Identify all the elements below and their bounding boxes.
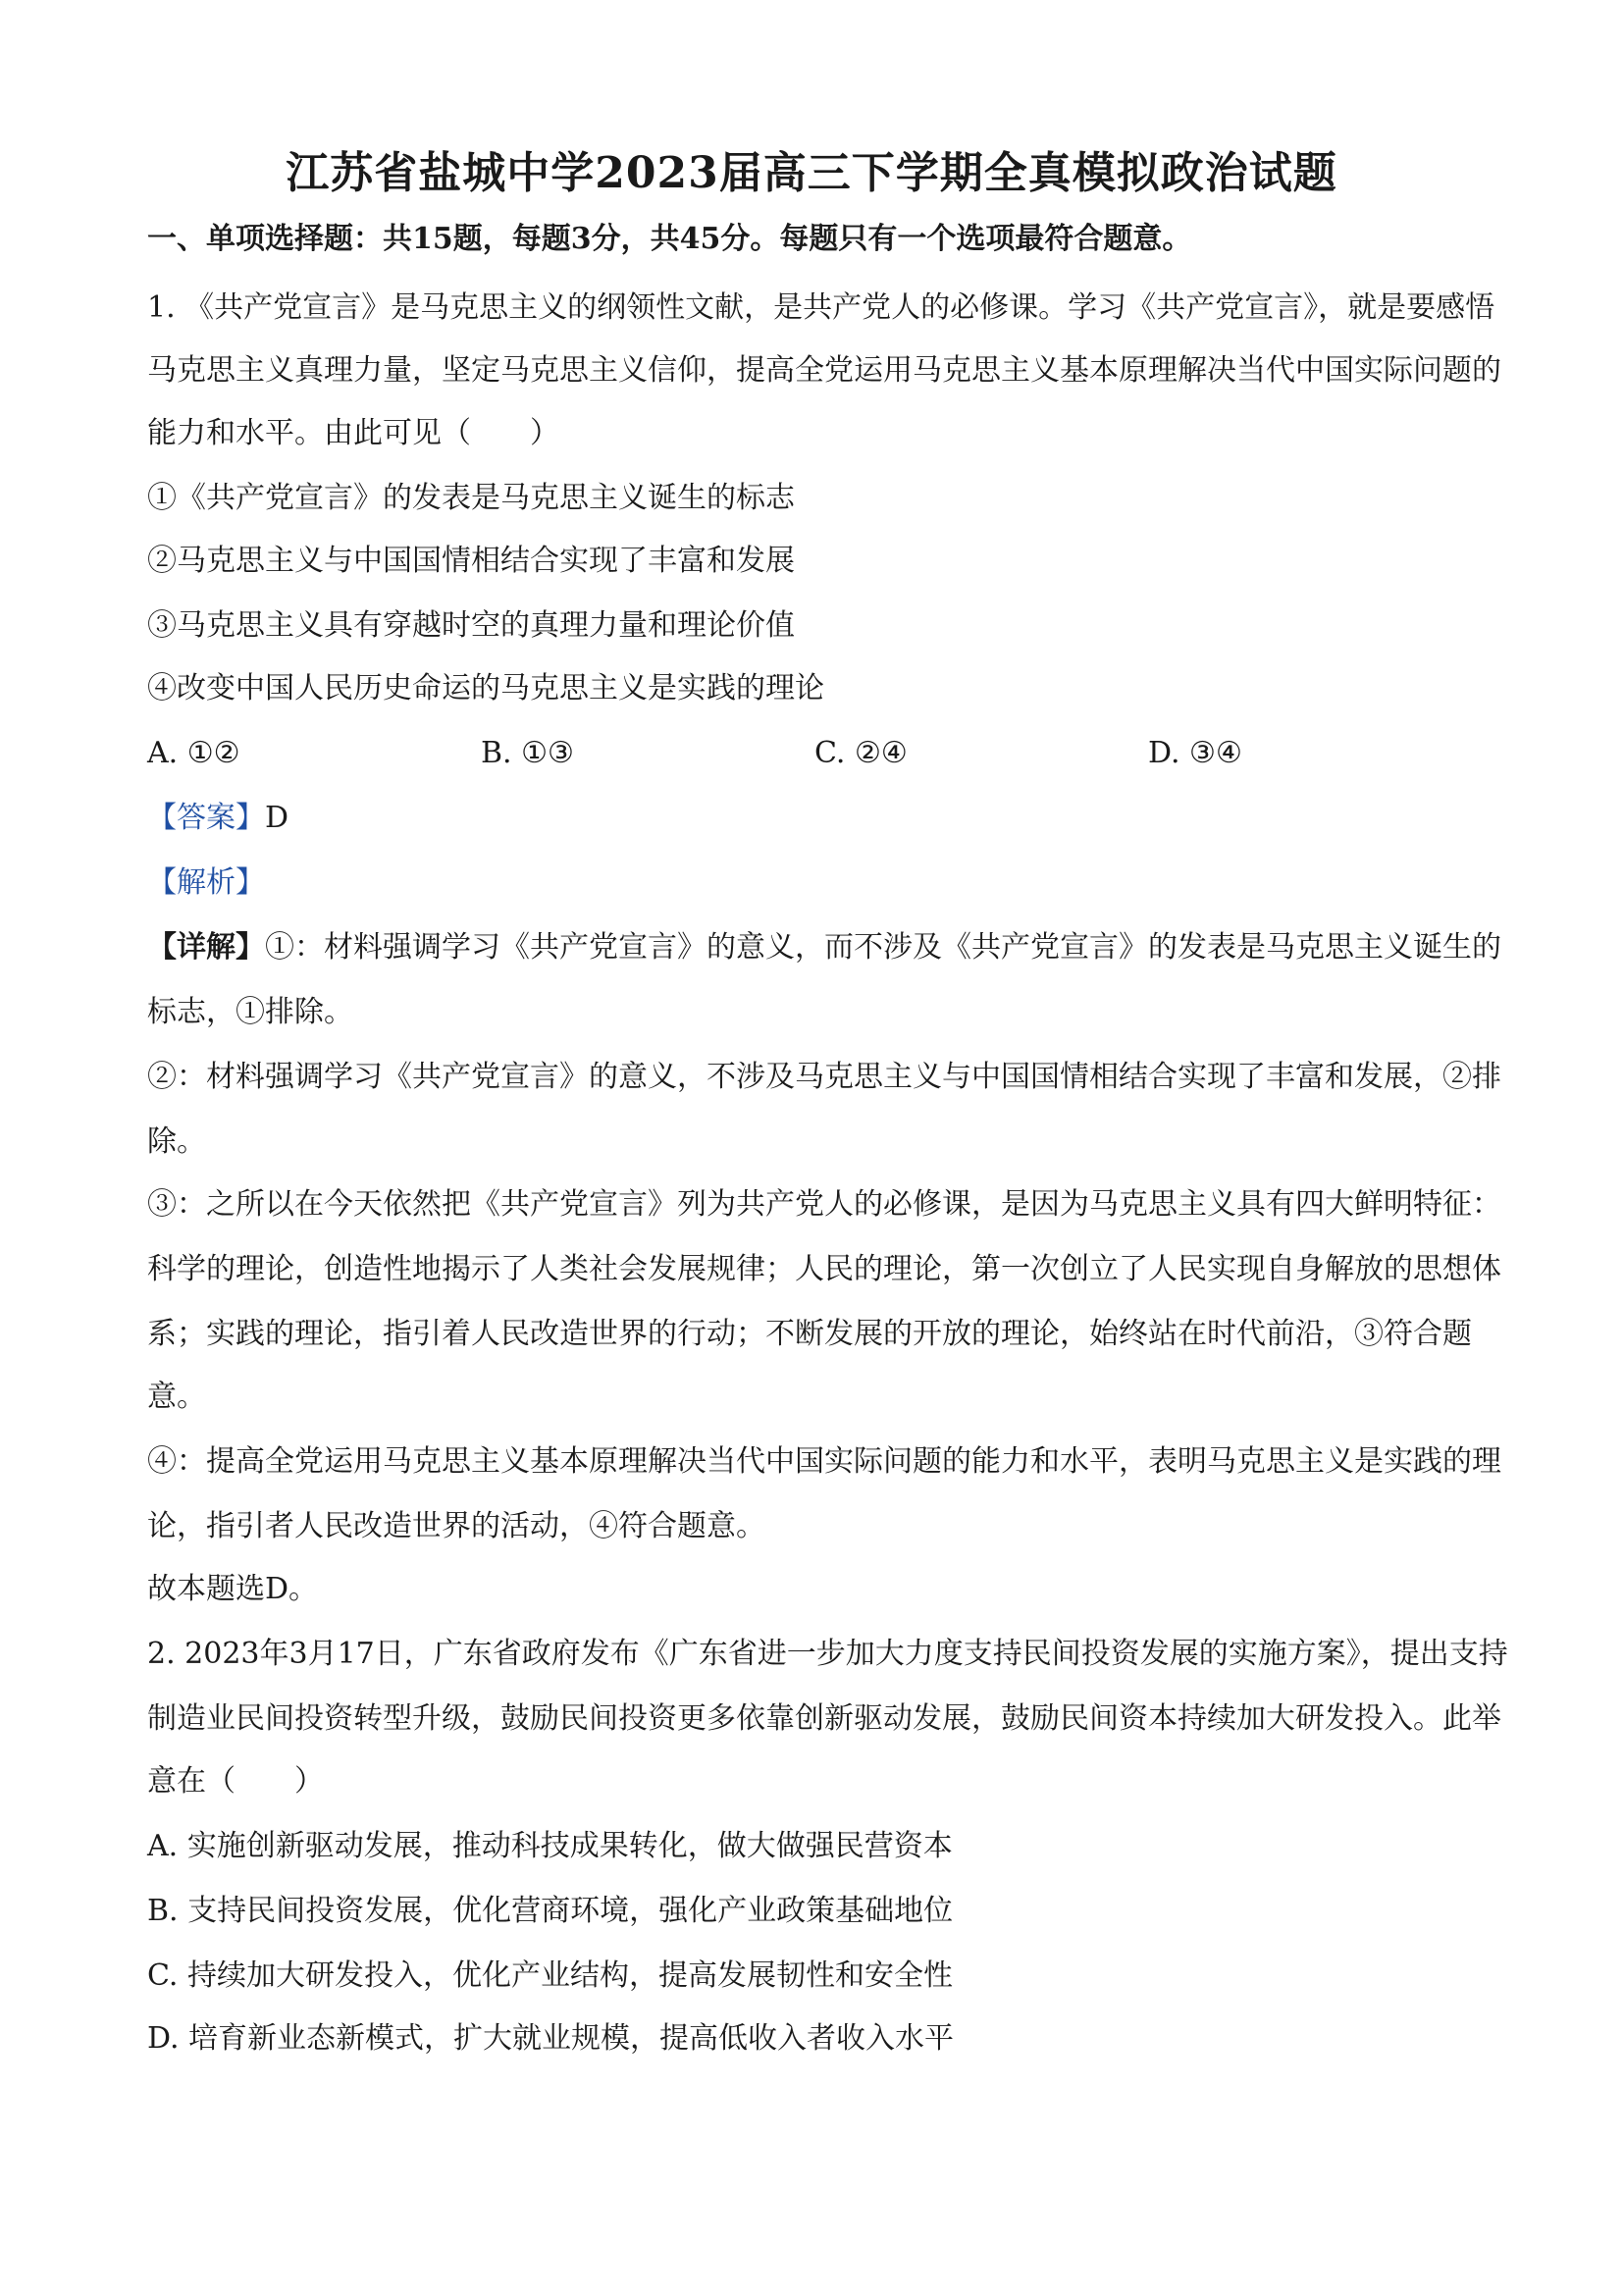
q1-statement: ②马克思主义与中国国情相结合实现了丰富和发展: [147, 544, 795, 578]
q1-detail-line: ④：提高全党运用马克思主义基本原理解决当代中国实际问题的能力和水平，表明马克思主义是实践的理: [147, 1444, 1501, 1479]
q1-option-c: C. ②④: [814, 736, 908, 770]
q1-conclusion: 故本题选D。: [147, 1572, 319, 1606]
page-title: 江苏省盐城中学2023届高三下学期全真模拟政治试题: [286, 148, 1337, 198]
q2-stem-line: 2. 2023年3月17日，广东省政府发布《广东省进一步加大力度支持民间投资发展的实施方案》，提出支持: [147, 1637, 1508, 1671]
q1-detail-line: 论，指引者人民改造世界的活动，④符合题意。: [147, 1509, 765, 1543]
answer-label: 【答案】: [147, 801, 265, 835]
q2-stem-line: 意在（ ）: [147, 1764, 324, 1799]
q1-detail-line: ②：材料强调学习《共产党宣言》的意义，不涉及马克思主义与中国国情相结合实现了丰富和发展，②排: [147, 1060, 1501, 1094]
detail-label: 【详解】: [147, 930, 265, 965]
answer-value: D: [265, 801, 289, 835]
q1-statement: ④改变中国人民历史命运的马克思主义是实践的理论: [147, 671, 824, 705]
q1-stem-line: 马克思主义真理力量，坚定马克思主义信仰，提高全党运用马克思主义基本原理解决当代中国实际问题的: [147, 353, 1501, 388]
q1-stem-line: 能力和水平。由此可见（ ）: [147, 416, 559, 450]
q2-stem-line: 制造业民间投资转型升级，鼓励民间投资更多依靠创新驱动发展，鼓励民间资本持续加大研发投入。此举: [147, 1701, 1501, 1736]
q1-answer-row: [147, 799, 1492, 838]
q2-option-d: D. 培育新业态新模式，扩大就业规模，提高低收入者收入水平: [147, 2021, 955, 2056]
q2-option-b: B. 支持民间投资发展，优化营商环境，强化产业政策基础地位: [147, 1894, 954, 1928]
q1-detail-line: ③：之所以在今天依然把《共产党宣言》列为共产党人的必修课，是因为马克思主义具有四大鲜明特征：: [147, 1187, 1501, 1222]
q1-option-a: A. ①②: [147, 736, 240, 770]
analysis-label: 【解析】: [147, 865, 265, 900]
q1-detail-line: 系；实践的理论，指引着人民改造世界的行动；不断发展的开放的理论，始终站在时代前沿，③符合题: [147, 1317, 1472, 1351]
q1-detail-line: 意。: [147, 1380, 206, 1414]
q1-statement: ①《共产党宣言》的发表是马克思主义诞生的标志: [147, 481, 795, 515]
q1-analysis-row: [147, 863, 1492, 903]
q1-detail-line: 科学的理论，创造性地揭示了人类社会发展规律；人民的理论，第一次创立了人民实现自身解放的思想体: [147, 1252, 1501, 1286]
q1-detail-line: [147, 928, 1501, 967]
q1-stem-line: 1. 《共产党宣言》是马克思主义的纲领性文献，是共产党人的必修课。学习《共产党宣言》，就是要感悟: [147, 290, 1495, 325]
q1-option-b: B. ①③: [481, 736, 574, 770]
section-header: 一、单项选择题：共15题，每题3分，共45分。每题只有一个选项最符合题意。: [147, 222, 1192, 256]
q2-option-c: C. 持续加大研发投入，优化产业结构，提高发展韧性和安全性: [147, 1958, 953, 1993]
q1-detail-line: 除。: [147, 1124, 206, 1159]
detail-text: ①：材料强调学习《共产党宣言》的意义，而不涉及《共产党宣言》的发表是马克思主义诞生的: [265, 930, 1501, 965]
q2-option-a: A. 实施创新驱动发展，推动科技成果转化，做大做强民营资本: [147, 1829, 953, 1863]
q1-statement: ③马克思主义具有穿越时空的真理力量和理论价值: [147, 608, 795, 643]
q1-option-d: D. ③④: [1148, 736, 1242, 770]
q1-detail-line: 标志，①排除。: [147, 995, 353, 1029]
